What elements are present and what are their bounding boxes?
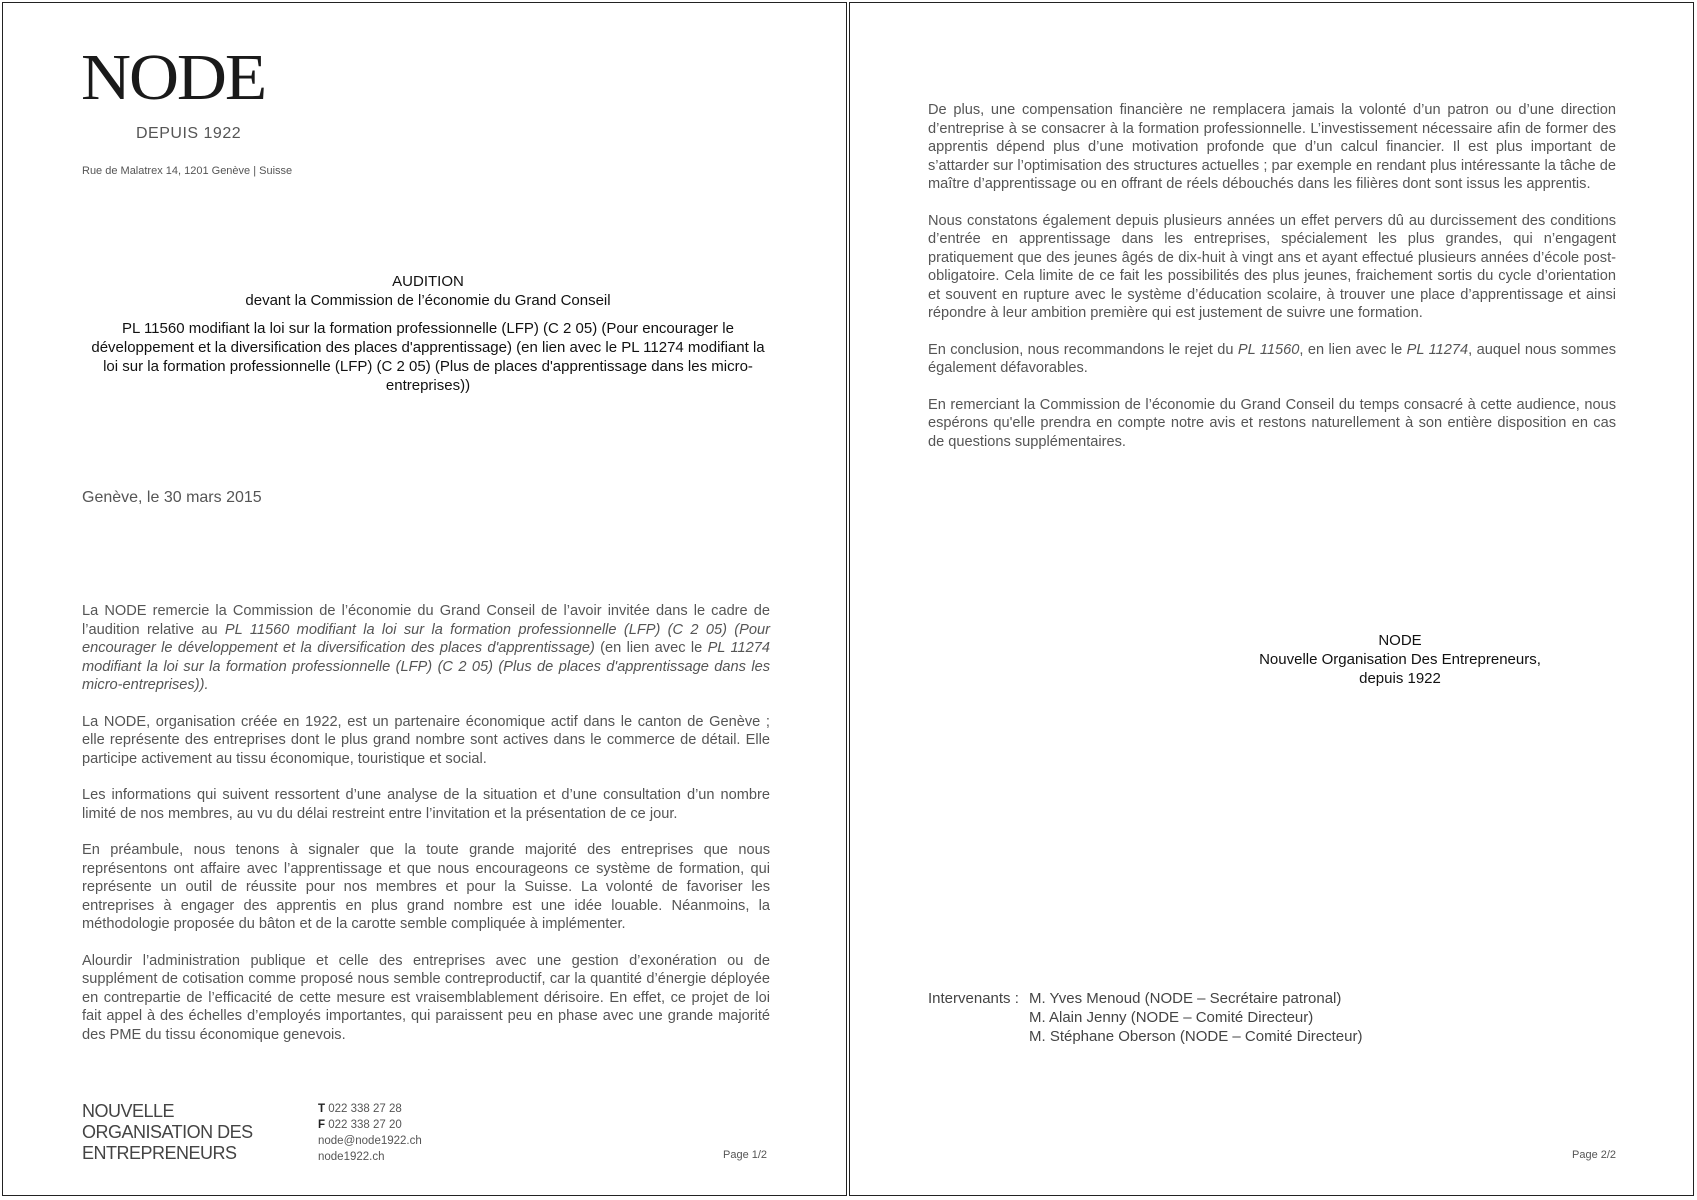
logo-tagline: DEPUIS 1922 bbox=[136, 125, 242, 142]
footer-contact bbox=[318, 1101, 422, 1165]
signature-block: NODE Nouvelle Organisation Des Entrepreneurs, depuis 1922 bbox=[1259, 632, 1541, 687]
paragraph: En préambule, nous tenons à signaler que la toute grande majorité des entreprises que nous représentons ont affaire avec l’apprentissage et que nous encourageons ce système de formation, qui représente un outil de réussite pour nos membres et pour la Suisse. La volonté de favoriser les entreprises à engager des apprentis en plus grand nombre est une idée louable. Néanmoins, la méthodologie proposée du bâton et de la carotte semble compliquée à implémenter. bbox=[82, 842, 770, 932]
paragraph: Nous constatons également depuis plusieurs années un effet pervers dû au durcissement des conditions d’entrée en apprentissage dans les entreprises, spécialement les plus grandes, qui n’engagent pratiquement que des jeunes âgés de dix-huit à vingt ans et ayant effectué plusieurs années d’école post-obligatoire. Cela limite de ce fait les possibilités des plus jeunes, fraichement sortis du cycle d’orientation et souvent en rupture avec le système d’éducation scolaire, à trouver une place d’apprentissage et ainsi répondre à leur ambition première qui est justement de suivre une formation. bbox=[928, 212, 1616, 321]
list-item: M. Alain Jenny (NODE – Comité Directeur) bbox=[1029, 1009, 1314, 1026]
paragraph: La NODE, organisation créée en 1922, est un partenaire économique actif dans le canton de Genève ; elle représente des entreprises dont le plus grand nombre sont actives dans le commerce de détail. Elle participe activement au tissu économique, touristique et social. bbox=[82, 713, 770, 767]
email-link[interactable]: node@node1922.ch bbox=[318, 1135, 422, 1147]
page1-body bbox=[82, 602, 770, 1062]
paragraph: En conclusion, nous recommandons le rejet du PL 11560, en lien avec le PL 11274, auquel nous sommes également défavorables. bbox=[928, 341, 1617, 376]
node-logo: NODE bbox=[81, 41, 266, 114]
document-date: Genève, le 30 mars 2015 bbox=[82, 489, 262, 506]
page-number: Page 1/2 bbox=[723, 1149, 768, 1161]
address: Rue de Malatrex 14, 1201 Genève | Suisse bbox=[82, 165, 293, 177]
fax: F 022 338 27 20 bbox=[318, 1119, 402, 1131]
document-page-1 bbox=[2, 2, 847, 1196]
page-number: Page 2/2 bbox=[1572, 1149, 1617, 1161]
audition-title: AUDITION bbox=[392, 273, 464, 290]
intervenants-list bbox=[1029, 989, 1362, 1046]
paragraph: Alourdir l’administration publique et celle des entreprises avec une gestion d’exonération ou de supplément de cotisation comme proposé nous semble contreproductif, car la quantité d’énergie déployée en contrepartie de l’efficacité de cette mesure est vraisemblablement dérisoire. En effet, ce projet de loi fait appel à des échelles d’employés importantes, qui paraissent peu en phase avec une grande majorité des PME du tissu économique genevois. bbox=[82, 952, 770, 1043]
website-link[interactable]: node1922.ch bbox=[318, 1151, 385, 1163]
paragraph: Les informations qui suivent ressortent d’une analyse de la situation et d’une consultation d’un nombre limité de nos membres, au vu du délai restreint entre l’invitation et la présentation de ce jour. bbox=[82, 787, 770, 822]
audition-subtitle: devant la Commission de l’économie du Grand Conseil bbox=[245, 292, 611, 309]
paragraph: En remerciant la Commission de l’économie du Grand Conseil du temps consacré à cette audience, nous espérons qu'elle prendra en compte notre avis et restons naturellement à son entière disposition en cas de questions supplémentaires. bbox=[928, 396, 1616, 450]
phone: T 022 338 27 28 bbox=[318, 1103, 402, 1115]
paragraph: La NODE remercie la Commission de l’économie du Grand Conseil de l’avoir invitée dans le cadre de l’audition relative au PL 11560 modifiant la loi sur la formation professionnelle (LFP) (C 2 05) (Pour encourager le développement et la diversification des places d'apprentissage) (en lien avec le PL 11274 modifiant la loi sur la formation professionnelle (LFP) (C 2 05) (Plus de places d'apprentissage dans les micro-entreprises)). bbox=[82, 603, 770, 693]
intervenants-label: Intervenants : bbox=[928, 990, 1019, 1007]
footer-organisation-name: NOUVELLE ORGANISATION DES ENTREPRENEURS bbox=[82, 1101, 253, 1163]
document-page-2 bbox=[849, 2, 1694, 1196]
paragraph: De plus, une compensation financière ne remplacera jamais la volonté d’un patron ou d’une direction d’entreprise à se consacrer à la formation professionnelle. L’investissement nécessaire afin de former des apprentis dépend plus d’une motivation profonde que d’un calcul financier. Il est plus important de s’attarder sur l’optimisation des structures actuelles ; par exemple en rendant plus intéressante la tâche de maître d’apprentissage ou en offrant de réels débouchés dans les filières dont sont issus les apprentis. bbox=[928, 102, 1616, 192]
audition-pl-title: PL 11560 modifiant la loi sur la formation professionnelle (LFP) (C 2 05) (Pour encourager le développement et la diversification des places d'apprentissage) (en lien avec le PL 11274 modifiant la loi sur la formation professionnelle (LFP) (C 2 05) (Plus de places d'apprentissage dans les micro-entreprises)) bbox=[91, 320, 765, 394]
list-item: M. Stéphane Oberson (NODE – Comité Directeur) bbox=[1029, 1028, 1363, 1045]
list-item: M. Yves Menoud (NODE – Secrétaire patronal) bbox=[1029, 990, 1342, 1007]
page2-body bbox=[928, 101, 1616, 469]
